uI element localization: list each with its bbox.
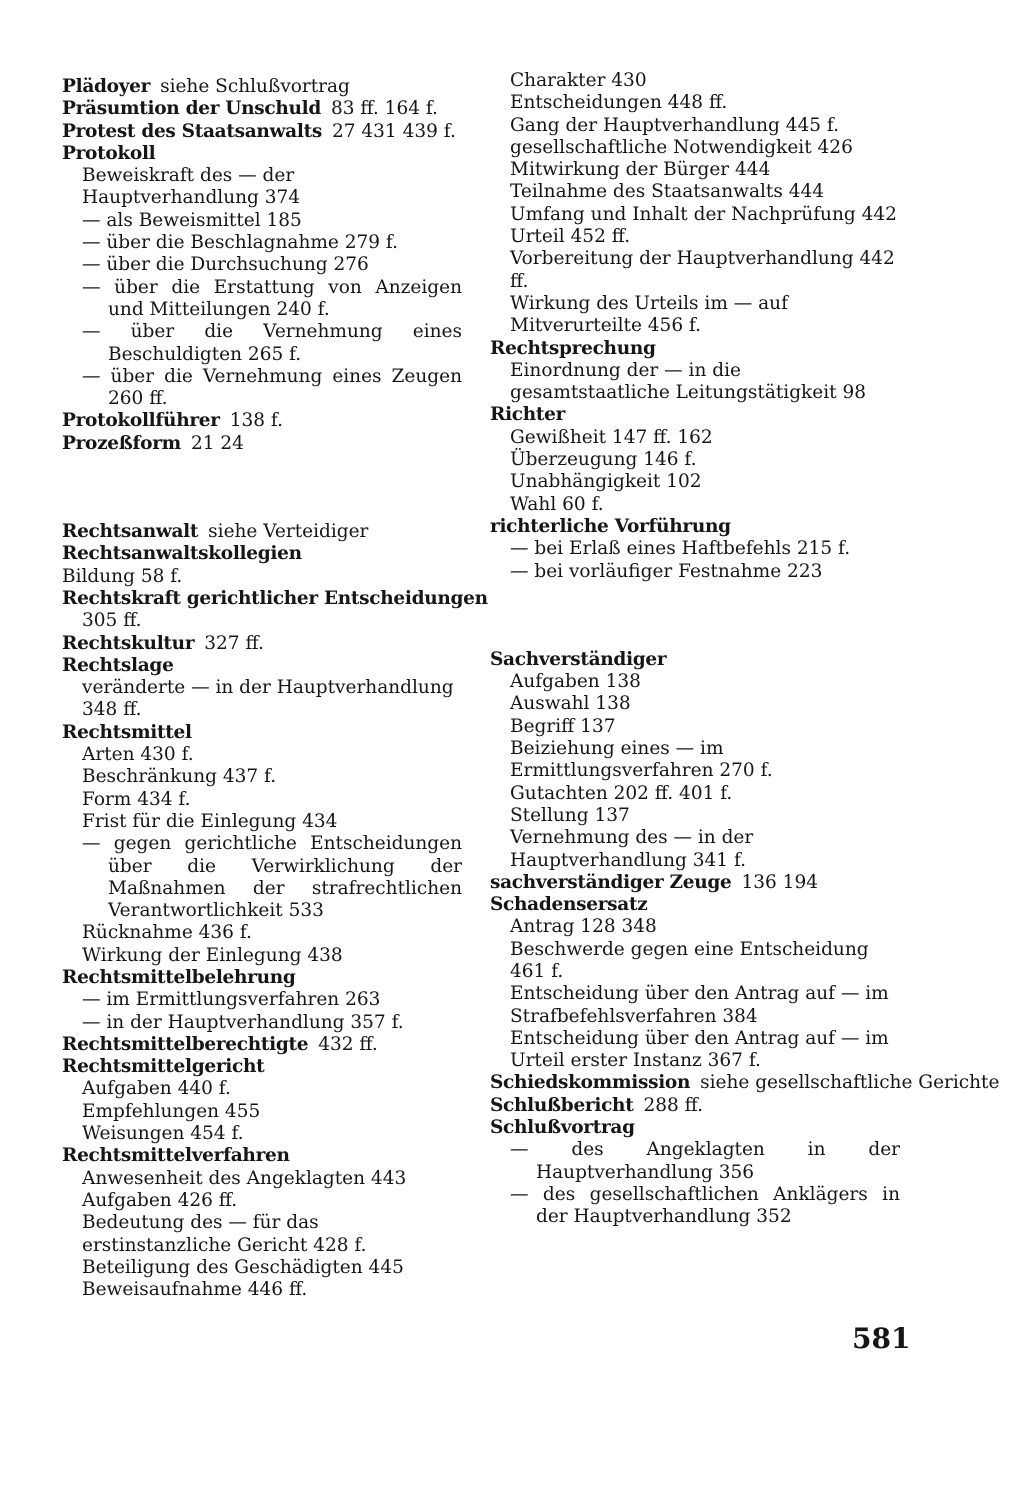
index-subentry: Arten 430 f.	[82, 744, 194, 766]
index-subentry: Aufgaben 440 f.	[82, 1078, 231, 1100]
index-subentry: veränderte — in der Hauptverhandlung 348 ff.	[82, 677, 454, 721]
index-subentry: Unabhängigkeit 102	[510, 471, 702, 493]
index-subentry: — des Angeklagten in der Hauptverhandlung 356	[510, 1139, 900, 1183]
index-subentry: — über die Durchsuchung 276	[82, 254, 369, 276]
index-term: Protest des Staatsanwalts	[62, 120, 322, 142]
index-subentry: Beweiskraft des — der Hauptverhandlung 374	[82, 165, 301, 209]
index-term: Rechtsprechung	[490, 337, 656, 359]
index-subentry: Beweisaufnahme 446 ff.	[82, 1279, 308, 1301]
index-subentry: Gutachten 202 ff. 401 f.	[510, 782, 733, 804]
index-subentry: Bildung 58 f.	[62, 565, 183, 587]
index-term: Schadensersatz	[490, 894, 648, 916]
section-gap	[62, 455, 462, 521]
index-term: Prozeßform	[62, 432, 181, 454]
index-reference: 288 ff.	[643, 1094, 704, 1116]
index-entry	[490, 404, 900, 426]
index-subentry: — als Beweismittel 185	[82, 209, 302, 231]
index-entry	[62, 433, 462, 455]
index-subentry: Urteil 452 ff.	[510, 226, 631, 248]
index-subentry: Beteiligung des Geschädigten 445	[82, 1256, 404, 1278]
index-entry	[62, 722, 462, 744]
index-term: Protokoll	[62, 142, 156, 164]
index-subentry: Beschränkung 437 f.	[82, 766, 277, 788]
index-subentry: Vorbereitung der Hauptverhandlung 442 ff.	[510, 248, 895, 292]
index-subentry: Aufgaben 426 ff.	[82, 1189, 238, 1211]
index-subentry: Weisungen 454 f.	[82, 1123, 244, 1145]
index-term: Rechtslage	[62, 654, 174, 676]
index-term: Rechtskultur	[62, 632, 195, 654]
index-subentry: — gegen gerichtliche Entscheidungen über die Verwirklichung der Maßnahmen der strafrechtlichen Verantwortlichkeit 533	[82, 833, 462, 922]
index-entry	[490, 894, 900, 916]
index-reference: siehe Schlußvortrag	[160, 76, 350, 97]
index-subentry: Aufgaben 138	[510, 671, 641, 693]
index-entry	[62, 967, 462, 989]
index-term: Rechtsanwaltskollegien	[62, 543, 302, 565]
index-term: Rechtsmittelbelehrung	[62, 966, 296, 988]
index-subentry: Frist für die Einlegung 434	[82, 810, 338, 832]
index-reference: 27 431 439 f.	[331, 120, 456, 142]
index-reference: 138 f.	[229, 410, 283, 432]
index-entry	[62, 587, 488, 610]
index-entry	[490, 1072, 1000, 1094]
index-subentry: Wahl 60 f.	[510, 493, 604, 515]
index-subentry: Form 434 f.	[82, 788, 191, 810]
index-subentry: Bedeutung des — für das erstinstanzliche Gericht 428 f.	[82, 1212, 367, 1256]
index-column-right	[490, 70, 1000, 1229]
index-term: Rechtsmittel	[62, 721, 192, 743]
index-subentry: Überzeugung 146 f.	[510, 449, 697, 471]
index-entry	[490, 872, 900, 894]
index-reference: 83 ff. 164 f.	[331, 98, 438, 120]
index-subentry: Antrag 128 348	[510, 916, 657, 938]
index-subentry: — bei Erlaß eines Haftbefehls 215 f.	[510, 538, 851, 560]
index-entry	[490, 1117, 900, 1139]
index-entry	[490, 1095, 900, 1117]
index-subentry: — über die Beschlagnahme 279 f.	[82, 232, 398, 254]
index-subentry: — über die Erstattung von Anzeigen und Mitteilungen 240 f.	[82, 276, 462, 320]
index-subentry: Teilnahme des Staatsanwalts 444	[510, 181, 825, 203]
index-entry	[62, 143, 462, 165]
index-subentry: Entscheidung über den Antrag auf — im Strafbefehlsverfahren 384	[510, 983, 889, 1027]
index-entry	[62, 1145, 462, 1167]
index-subentry: Beschwerde gegen eine Entscheidung 461 f.	[510, 938, 869, 982]
index-subentry: Beiziehung eines — im Ermittlungsverfahren 270 f.	[510, 738, 773, 782]
index-column-left	[62, 76, 488, 1301]
index-subentry: 305 ff.	[82, 610, 142, 632]
index-term: Schiedskommission	[490, 1072, 691, 1094]
index-subentry: Charakter 430	[510, 70, 647, 91]
index-subentry: Begriff 137	[510, 715, 616, 737]
index-term: Schlußvortrag	[490, 1117, 635, 1139]
index-entry	[62, 76, 462, 98]
index-subentry: Wirkung der Einlegung 438	[82, 944, 343, 966]
index-subentry: — bei vorläufiger Festnahme 223	[510, 560, 823, 582]
index-entry	[62, 521, 462, 543]
index-subentry: Rücknahme 436 f.	[82, 922, 252, 944]
index-subentry: Empfehlungen 455	[82, 1100, 261, 1122]
index-entry	[490, 516, 900, 538]
index-entry	[62, 410, 462, 432]
index-subentry: — im Ermittlungsverfahren 263	[82, 989, 381, 1011]
index-subentry: — über die Vernehmung eines Beschuldigten 265 f.	[82, 321, 462, 365]
index-subentry: — in der Hauptverhandlung 357 f.	[82, 1011, 404, 1033]
index-subentry: Umfang und Inhalt der Nachprüfung 442	[510, 203, 897, 225]
index-subentry: Anwesenheit des Angeklagten 443	[82, 1167, 407, 1189]
index-entry	[62, 543, 462, 565]
index-term: sachverständiger Zeuge	[490, 871, 732, 893]
index-reference: 327 ff.	[204, 632, 264, 654]
section-gap	[490, 583, 900, 649]
index-subentry: Entscheidungen 448 ff.	[510, 92, 728, 114]
index-subentry: Entscheidung über den Antrag auf — im Urteil erster Instanz 367 f.	[510, 1027, 889, 1072]
index-reference: 21 24	[190, 432, 244, 454]
index-entry	[490, 649, 900, 671]
index-term: Rechtskraft gerichtlicher Entscheidungen	[62, 587, 488, 609]
index-entry	[62, 98, 462, 120]
index-term: Präsumtion der Unschuld	[62, 98, 322, 120]
index-entry	[62, 121, 462, 143]
index-term: Protokollführer	[62, 410, 220, 432]
page-number: 581	[852, 1322, 911, 1355]
index-subentry: — des gesellschaftlichen Anklägers in der Hauptverhandlung 352	[510, 1183, 900, 1228]
index-term: Schlußbericht	[490, 1094, 634, 1116]
index-subentry: Stellung 137	[510, 804, 630, 826]
index-term: Rechtsmittelverfahren	[62, 1145, 290, 1167]
index-reference: 136 194	[741, 871, 818, 893]
index-term: richterliche Vorführung	[490, 515, 731, 537]
index-subentry: gesellschaftliche Notwendigkeit 426	[510, 136, 853, 158]
index-term: Sachverständiger	[490, 648, 667, 670]
index-reference: siehe gesellschaftliche Gerichte	[700, 1072, 1000, 1094]
index-subentry: Mitwirkung der Bürger 444	[510, 159, 771, 181]
index-subentry: — über die Vernehmung eines Zeugen 260 ff.	[82, 365, 462, 410]
index-entry	[62, 1056, 462, 1078]
index-entry	[490, 338, 900, 360]
index-subentry: Wirkung des Urteils im — auf Mitverurteilte 456 f.	[510, 292, 788, 337]
index-entry	[62, 1034, 462, 1056]
index-reference: 432 ff.	[318, 1033, 378, 1055]
index-reference: siehe Verteidiger	[208, 521, 369, 543]
index-term: Rechtsmittelberechtigte	[62, 1033, 309, 1055]
index-term: Plädoyer	[62, 76, 151, 97]
index-term: Rechtsmittelgericht	[62, 1056, 265, 1078]
index-entry	[62, 655, 462, 677]
index-subentry: Gewißheit 147 ff. 162	[510, 426, 713, 448]
index-subentry: Gang der Hauptverhandlung 445 f.	[510, 114, 839, 136]
index-subentry: Vernehmung des — in der Hauptverhandlung 341 f.	[510, 827, 754, 871]
index-subentry: Einordnung der — in die gesamtstaatliche Leitungstätigkeit 98	[510, 359, 866, 404]
index-subentry: Auswahl 138	[510, 693, 631, 715]
index-term: Rechtsanwalt	[62, 521, 199, 543]
index-term: Richter	[490, 404, 566, 426]
index-entry	[62, 633, 462, 655]
